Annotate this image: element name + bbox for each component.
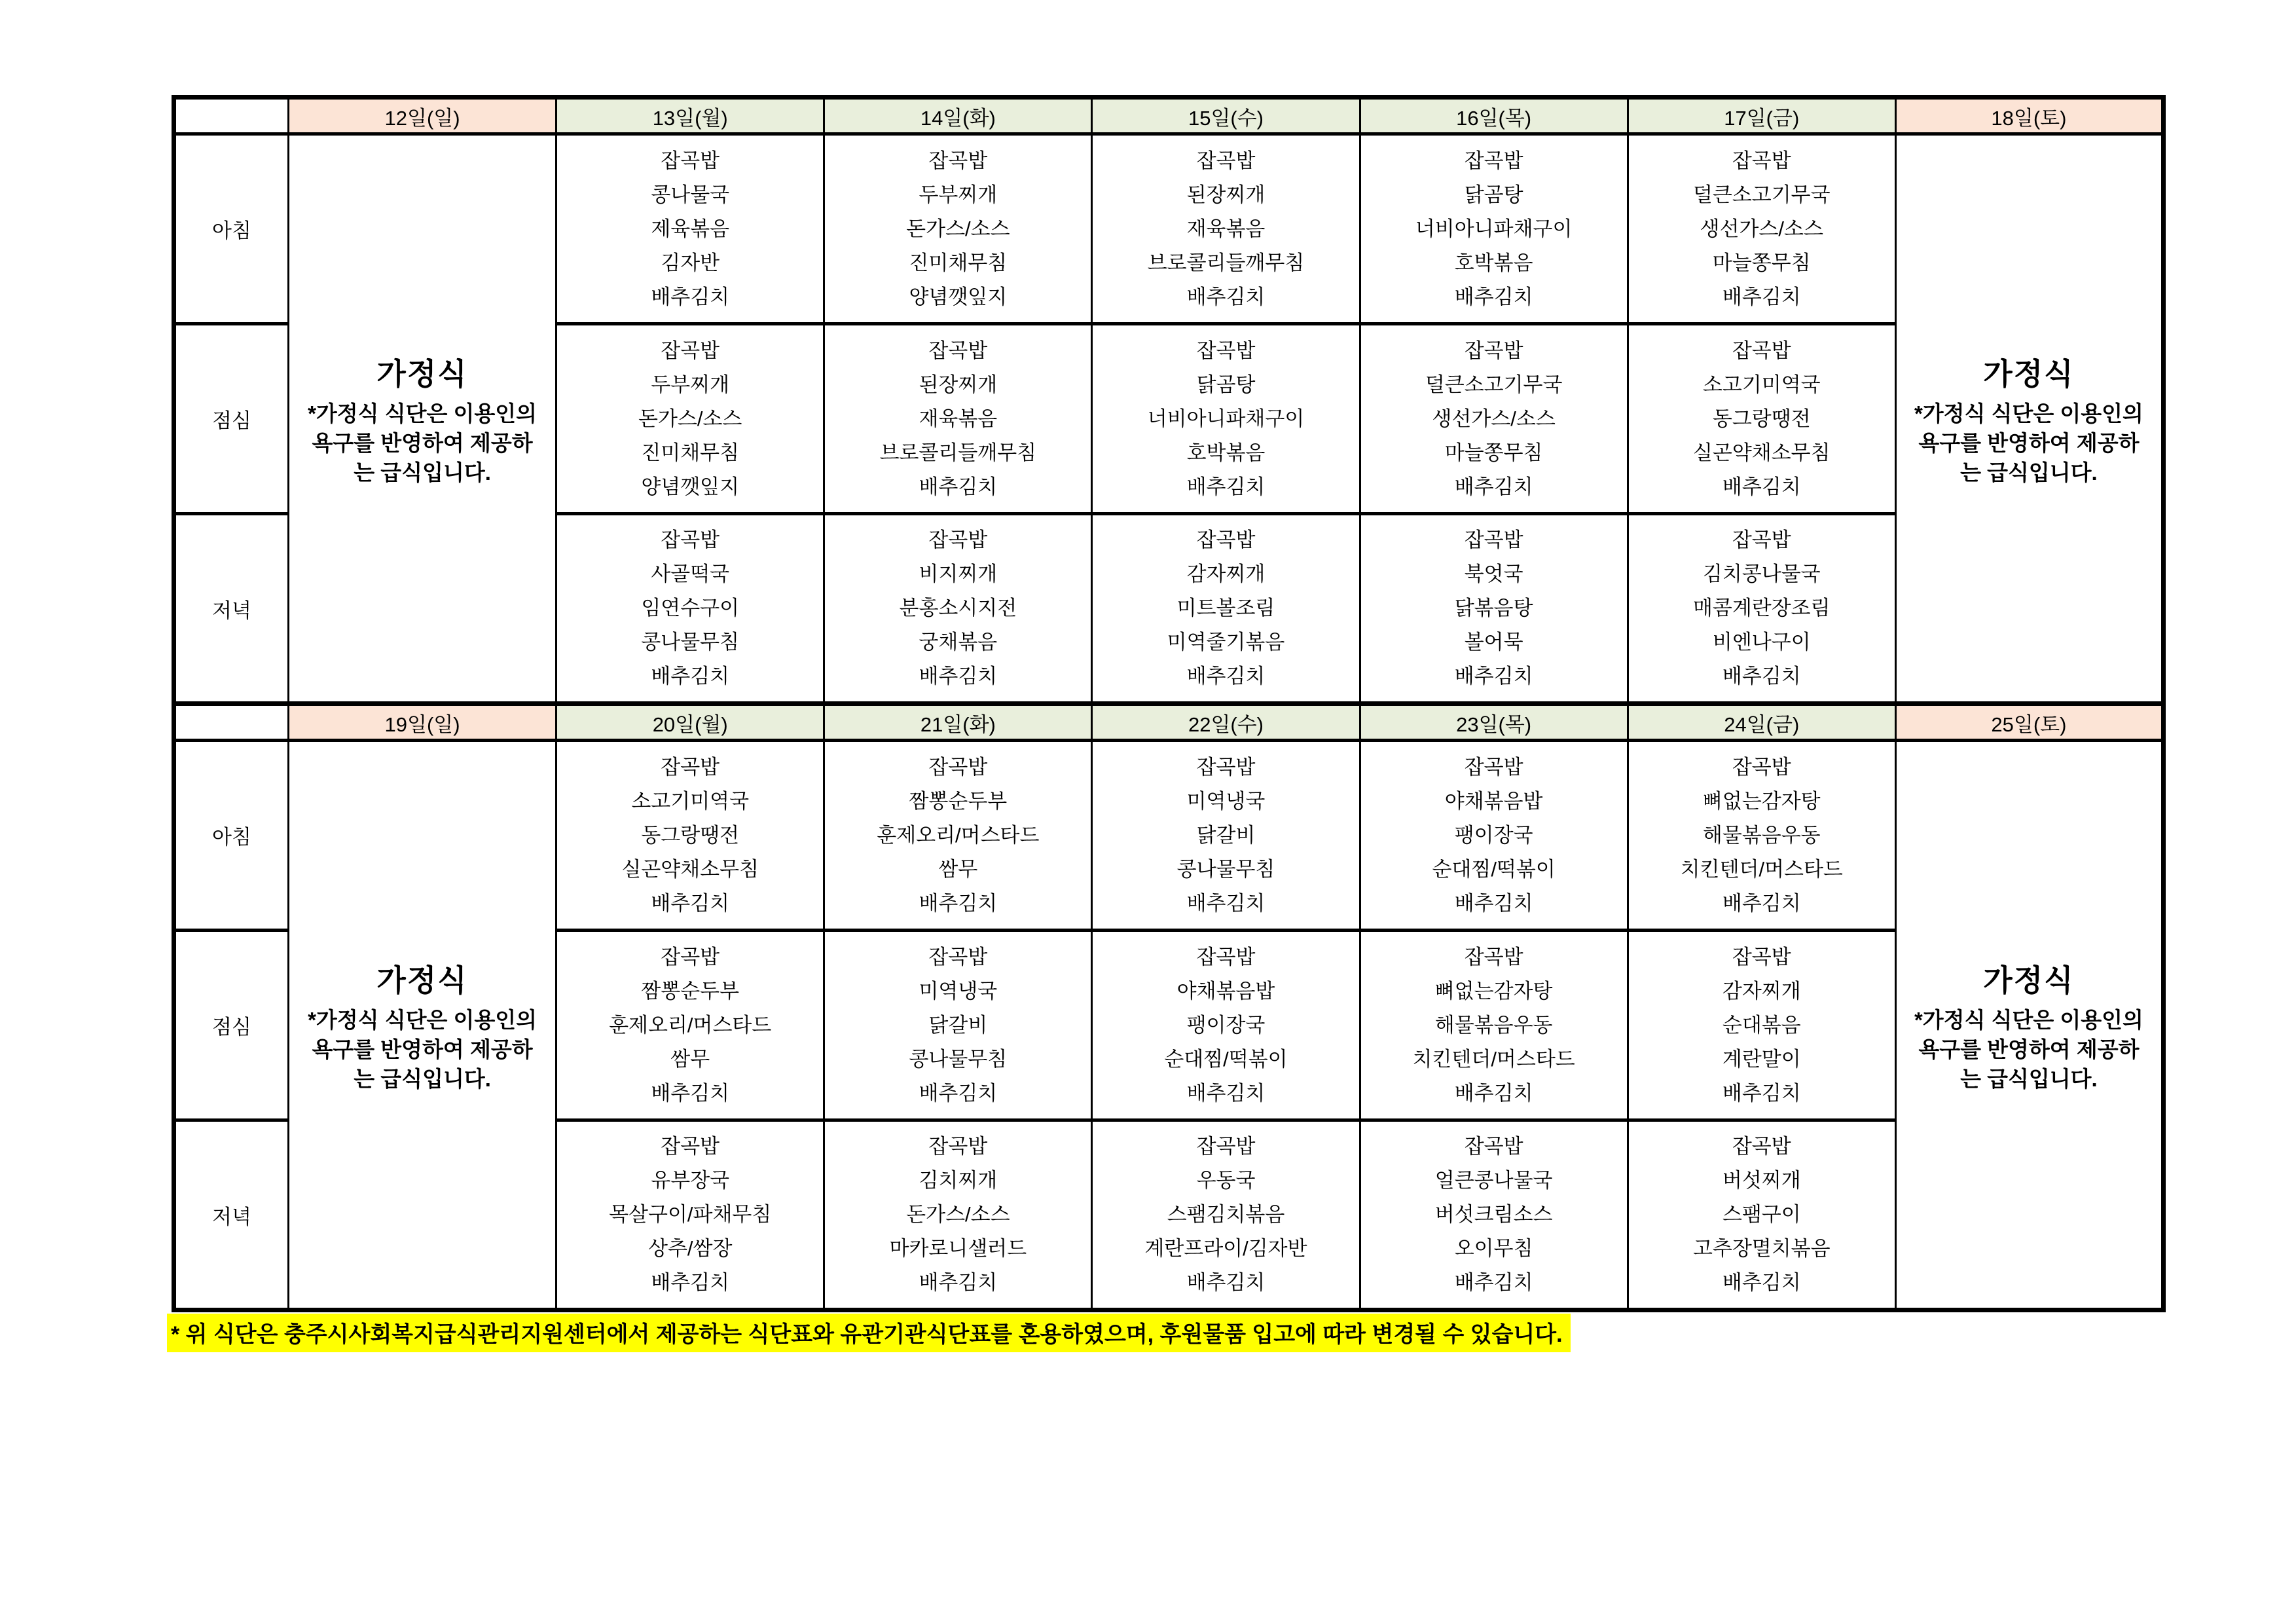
date-header: 15일(수) <box>1092 98 1360 134</box>
menu-item: 배추김치 <box>651 1081 730 1105</box>
menu-item: 배추김치 <box>1454 665 1533 688</box>
header-row <box>174 704 2164 741</box>
menu-item: 스팸구이 <box>1722 1203 1801 1226</box>
date-header: 17일(금) <box>1628 98 1895 134</box>
menu-item: 치킨텐더/머스타드 <box>1680 857 1843 881</box>
menu-item: 닭볶음탕 <box>1454 597 1533 619</box>
menu-cell <box>1628 741 1895 931</box>
corner-cell <box>174 98 289 134</box>
meal-row-label: 아침 <box>174 741 289 931</box>
menu-item: 너비아니파채구이 <box>1147 407 1305 430</box>
menu-item: 배추김치 <box>1454 475 1533 498</box>
menu-item: 배추김치 <box>1186 891 1266 915</box>
menu-schedule <box>172 95 2166 1312</box>
menu-item: 매콤계란장조림 <box>1692 597 1831 619</box>
menu-item: 닭곰탕 <box>1464 183 1523 206</box>
menu-cell <box>556 134 824 324</box>
menu-item: 목살구이/파채무침 <box>609 1203 772 1226</box>
menu-item: 배추김치 <box>1722 475 1801 498</box>
menu-item: 야채볶음밥 <box>1444 789 1543 813</box>
menu-item: 잡곡밥 <box>1196 755 1256 779</box>
menu-item: 배추김치 <box>1722 1081 1801 1105</box>
menu-cell <box>1092 1120 1360 1310</box>
menu-item: 잡곡밥 <box>661 945 720 969</box>
menu-item: 순대찜/떡볶이 <box>1432 857 1556 881</box>
menu-item: 해물볶음우동 <box>1434 1013 1553 1037</box>
menu-item: 잡곡밥 <box>661 149 720 172</box>
meal-row <box>174 741 2164 931</box>
menu-cell <box>1092 514 1360 704</box>
header-row <box>174 98 2164 134</box>
menu-item: 잡곡밥 <box>1732 755 1791 779</box>
home-meal-title: 가정식 <box>1983 963 2075 997</box>
menu-item: 북엇국 <box>1464 563 1523 585</box>
menu-item: 잡곡밥 <box>1464 149 1523 172</box>
menu-item: 계란프라이/김자반 <box>1144 1237 1307 1260</box>
menu-item: 잡곡밥 <box>928 339 988 362</box>
menu-item: 훈제오리/머스타드 <box>877 823 1040 847</box>
menu-item: 스팸김치볶음 <box>1167 1203 1285 1226</box>
menu-item: 비지찌개 <box>919 563 998 585</box>
menu-item: 배추김치 <box>1186 475 1266 498</box>
menu-item: 잡곡밥 <box>661 755 720 779</box>
meal-row-label: 아침 <box>174 134 289 324</box>
menu-item: 오이무침 <box>1454 1237 1533 1260</box>
date-header: 16일(목) <box>1360 98 1628 134</box>
menu-cell <box>1360 324 1628 514</box>
menu-cell <box>1360 1120 1628 1310</box>
menu-item: 잡곡밥 <box>661 339 720 362</box>
date-header: 23일(목) <box>1360 704 1628 741</box>
date-header: 21일(화) <box>824 704 1092 741</box>
menu-item: 동그랑땡전 <box>641 823 740 847</box>
menu-item: 훈제오리/머스타드 <box>609 1013 772 1037</box>
menu-item: 덜큰소고기무국 <box>1425 373 1563 396</box>
menu-item: 배추김치 <box>919 665 998 688</box>
menu-item: 마카로니샐러드 <box>889 1237 1027 1260</box>
home-meal-title: 가정식 <box>376 963 468 997</box>
date-header: 22일(수) <box>1092 704 1360 741</box>
menu-item: 팽이장국 <box>1454 823 1533 847</box>
menu-item: 생선가스/소스 <box>1432 407 1556 430</box>
menu-item: 뼈없는감자탕 <box>1702 789 1821 813</box>
menu-item: 잡곡밥 <box>661 1135 720 1158</box>
menu-cell <box>1628 324 1895 514</box>
menu-item: 돈가스/소스 <box>638 407 742 430</box>
home-meal-cell <box>1895 134 2163 704</box>
menu-item: 진미채무침 <box>641 441 740 464</box>
menu-item: 배추김치 <box>919 891 998 915</box>
menu-item: 미역줄기볶음 <box>1167 631 1285 654</box>
home-meal-cell <box>1895 741 2163 1310</box>
menu-item: 재육볶음 <box>1186 217 1266 240</box>
menu-item: 잡곡밥 <box>1196 945 1256 969</box>
menu-item: 소고기미역국 <box>1702 373 1821 396</box>
menu-cell <box>824 514 1092 704</box>
date-header: 13일(월) <box>556 98 824 134</box>
menu-item: 두부찌개 <box>919 183 998 206</box>
date-header: 18일(토) <box>1895 98 2163 134</box>
date-header: 25일(토) <box>1895 704 2163 741</box>
date-header: 14일(화) <box>824 98 1092 134</box>
menu-item: 된장찌개 <box>1186 183 1266 206</box>
menu-item: 실곤약채소무침 <box>621 857 759 881</box>
menu-item: 두부찌개 <box>651 373 730 396</box>
menu-cell <box>1628 134 1895 324</box>
menu-item: 미역냉국 <box>1186 789 1266 813</box>
menu-cell <box>1092 324 1360 514</box>
menu-item: 미역냉국 <box>919 979 998 1003</box>
menu-item: 잡곡밥 <box>1464 755 1523 779</box>
menu-item: 김치찌개 <box>919 1169 998 1192</box>
menu-item: 배추김치 <box>919 475 998 498</box>
menu-item: 배추김치 <box>1722 1271 1801 1294</box>
menu-item: 미트볼조림 <box>1176 597 1275 619</box>
menu-cell <box>824 134 1092 324</box>
menu-item: 팽이장국 <box>1186 1013 1266 1037</box>
menu-item: 잡곡밥 <box>1732 528 1791 551</box>
menu-item: 잡곡밥 <box>928 528 988 551</box>
menu-item: 치킨텐더/머스타드 <box>1412 1047 1575 1071</box>
menu-item: 짬뽕순두부 <box>909 789 1008 813</box>
week-table <box>172 701 2166 1312</box>
meal-row-label: 저녁 <box>174 514 289 704</box>
menu-item: 배추김치 <box>1722 285 1801 308</box>
menu-item: 감자찌개 <box>1722 979 1801 1003</box>
corner-cell <box>174 704 289 741</box>
menu-item: 배추김치 <box>1722 665 1801 688</box>
menu-item: 브로콜리들깨무침 <box>879 441 1037 464</box>
menu-item: 닭곰탕 <box>1196 373 1256 396</box>
menu-item: 호박볶음 <box>1454 251 1533 274</box>
menu-item: 잡곡밥 <box>661 528 720 551</box>
home-meal-cell <box>289 741 556 1310</box>
menu-item: 잡곡밥 <box>1464 528 1523 551</box>
menu-item: 브로콜리들깨무침 <box>1147 251 1305 274</box>
home-meal-description: *가정식 식단은 이용인의 욕구를 반영하여 제공하는 급식입니다. <box>1914 1007 2143 1091</box>
menu-item: 순대찜/떡볶이 <box>1164 1047 1288 1071</box>
menu-item: 잡곡밥 <box>1464 1135 1523 1158</box>
menu-item: 배추김치 <box>651 665 730 688</box>
menu-cell <box>556 741 824 931</box>
menu-cell <box>1092 741 1360 931</box>
menu-item: 콩나물무침 <box>641 631 740 654</box>
date-header: 12일(일) <box>289 98 556 134</box>
menu-item: 버섯찌개 <box>1722 1169 1801 1192</box>
menu-item: 임연수구이 <box>641 597 740 619</box>
menu-item: 궁채볶음 <box>919 631 998 654</box>
menu-item: 제육볶음 <box>651 217 730 240</box>
week-table <box>172 95 2166 706</box>
menu-cell <box>824 931 1092 1120</box>
menu-item: 짬뽕순두부 <box>641 979 740 1003</box>
menu-cell <box>1628 514 1895 704</box>
menu-item: 생선가스/소스 <box>1700 217 1823 240</box>
footnote: * 위 식단은 충주시사회복지급식관리지원센터에서 제공하는 식단표와 유관기관식단표를 혼용하였으며, 후원물품 입고에 따라 변경될 수 있습니다. <box>167 1314 1571 1352</box>
menu-item: 콩나물국 <box>651 183 730 206</box>
menu-item: 돈가스/소스 <box>906 217 1010 240</box>
home-meal-description: *가정식 식단은 이용인의 욕구를 반영하여 제공하는 급식입니다. <box>308 401 538 485</box>
menu-item: 잡곡밥 <box>928 945 988 969</box>
menu-item: 뼈없는감자탕 <box>1434 979 1553 1003</box>
menu-item: 콩나물무침 <box>1176 857 1275 881</box>
menu-item: 우동국 <box>1196 1169 1256 1192</box>
menu-item: 배추김치 <box>651 1271 730 1294</box>
menu-item: 배추김치 <box>1186 665 1266 688</box>
menu-item: 배추김치 <box>919 1081 998 1105</box>
menu-cell <box>1092 134 1360 324</box>
menu-item: 유부장국 <box>651 1169 730 1192</box>
home-meal-title: 가정식 <box>376 356 468 391</box>
menu-cell <box>1628 1120 1895 1310</box>
menu-item: 잡곡밥 <box>1196 528 1256 551</box>
date-header: 20일(월) <box>556 704 824 741</box>
menu-item: 버섯크림소스 <box>1434 1203 1553 1226</box>
home-meal-description: *가정식 식단은 이용인의 욕구를 반영하여 제공하는 급식입니다. <box>1914 401 2143 485</box>
menu-item: 김자반 <box>661 251 720 274</box>
menu-item: 잡곡밥 <box>1196 149 1256 172</box>
menu-item: 잡곡밥 <box>1732 945 1791 969</box>
menu-cell <box>1360 931 1628 1120</box>
menu-item: 잡곡밥 <box>928 1135 988 1158</box>
menu-item: 분홍소시지전 <box>899 597 1017 619</box>
menu-item: 동그랑땡전 <box>1712 407 1811 430</box>
home-meal-title: 가정식 <box>1983 356 2075 391</box>
menu-item: 배추김치 <box>1186 1271 1266 1294</box>
date-header: 19일(일) <box>289 704 556 741</box>
menu-item: 된장찌개 <box>919 373 998 396</box>
menu-item: 쌈무 <box>938 857 978 881</box>
home-meal-description: *가정식 식단은 이용인의 욕구를 반영하여 제공하는 급식입니다. <box>308 1007 538 1091</box>
date-header: 24일(금) <box>1628 704 1895 741</box>
menu-item: 마늘쫑무침 <box>1712 251 1811 274</box>
menu-cell <box>556 931 824 1120</box>
menu-item: 닭갈비 <box>928 1013 988 1037</box>
menu-item: 잡곡밥 <box>1732 339 1791 362</box>
menu-item: 잡곡밥 <box>1196 1135 1256 1158</box>
menu-item: 배추김치 <box>651 891 730 915</box>
meal-row-label: 저녁 <box>174 1120 289 1310</box>
menu-item: 볼어묵 <box>1464 631 1523 654</box>
menu-item: 너비아니파채구이 <box>1415 217 1573 240</box>
menu-item: 덜큰소고기무국 <box>1692 183 1831 206</box>
menu-item: 재육볶음 <box>919 407 998 430</box>
menu-item: 배추김치 <box>1454 1271 1533 1294</box>
menu-cell <box>824 1120 1092 1310</box>
menu-item: 잡곡밥 <box>1196 339 1256 362</box>
menu-item: 잡곡밥 <box>928 149 988 172</box>
menu-cell <box>556 1120 824 1310</box>
menu-item: 실곤약채소무침 <box>1692 441 1831 464</box>
menu-item: 양념깻잎지 <box>641 475 740 498</box>
menu-item: 배추김치 <box>1186 1081 1266 1105</box>
menu-item: 배추김치 <box>919 1271 998 1294</box>
menu-item: 배추김치 <box>1186 285 1266 308</box>
menu-item: 잡곡밥 <box>928 755 988 779</box>
home-meal-cell <box>289 134 556 704</box>
menu-cell <box>1360 514 1628 704</box>
menu-item: 얼큰콩나물국 <box>1434 1169 1553 1192</box>
menu-item: 배추김치 <box>1454 1081 1533 1105</box>
menu-item: 닭갈비 <box>1196 823 1256 847</box>
menu-item: 호박볶음 <box>1186 441 1266 464</box>
meal-row <box>174 134 2164 324</box>
menu-item: 배추김치 <box>1454 891 1533 915</box>
menu-item: 김치콩나물국 <box>1702 563 1821 585</box>
menu-item: 배추김치 <box>651 285 730 308</box>
meal-row-label: 점심 <box>174 931 289 1120</box>
menu-item: 마늘쫑무침 <box>1444 441 1543 464</box>
menu-cell <box>556 514 824 704</box>
menu-item: 콩나물무침 <box>909 1047 1008 1071</box>
menu-item: 감자찌개 <box>1186 563 1266 585</box>
menu-item: 잡곡밥 <box>1464 945 1523 969</box>
menu-item: 쌈무 <box>670 1047 710 1071</box>
menu-item: 순대볶음 <box>1722 1013 1801 1037</box>
menu-item: 잡곡밥 <box>1464 339 1523 362</box>
menu-cell <box>1628 931 1895 1120</box>
menu-item: 계란말이 <box>1722 1047 1801 1071</box>
menu-item: 잡곡밥 <box>1732 1135 1791 1158</box>
menu-item: 비엔나구이 <box>1712 631 1811 654</box>
menu-cell <box>1092 931 1360 1120</box>
menu-item: 소고기미역국 <box>631 789 750 813</box>
menu-cell <box>1360 134 1628 324</box>
menu-item: 진미채무침 <box>909 251 1008 274</box>
menu-item: 사골떡국 <box>651 563 730 585</box>
menu-item: 야채볶음밥 <box>1176 979 1275 1003</box>
menu-item: 해물볶음우동 <box>1702 823 1821 847</box>
menu-cell <box>824 741 1092 931</box>
menu-item: 배추김치 <box>1722 891 1801 915</box>
menu-item: 상추/쌈장 <box>648 1237 733 1260</box>
menu-item: 고추장멸치볶음 <box>1692 1237 1831 1260</box>
menu-cell <box>556 324 824 514</box>
menu-item: 잡곡밥 <box>1732 149 1791 172</box>
menu-item: 배추김치 <box>1454 285 1533 308</box>
menu-cell <box>1360 741 1628 931</box>
menu-cell <box>824 324 1092 514</box>
meal-row-label: 점심 <box>174 324 289 514</box>
menu-item: 돈가스/소스 <box>906 1203 1010 1226</box>
menu-item: 양념깻잎지 <box>909 285 1008 308</box>
